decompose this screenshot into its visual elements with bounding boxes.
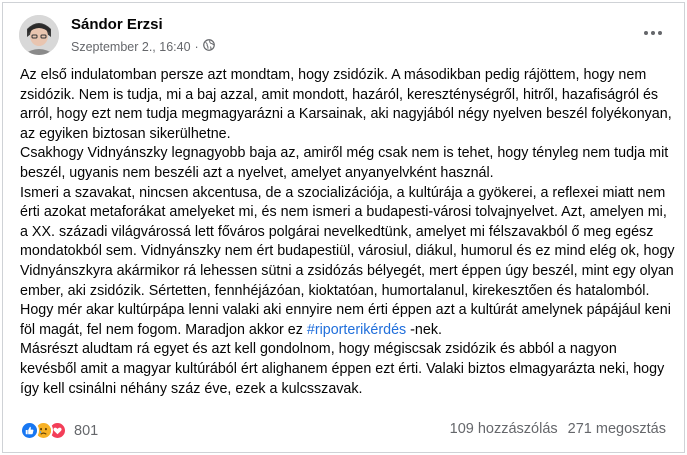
more-options-button[interactable] bbox=[637, 21, 669, 45]
hashtag-link[interactable]: #riporterikérdés bbox=[306, 321, 407, 338]
like-icon bbox=[20, 421, 39, 440]
post-card bbox=[2, 2, 685, 453]
post-paragraph-4: Másrészt aludtam rá egyet és azt kell gondolnom, hogy mégiscsak zsidózik és abból a nagyon kevésből amit a magyar kultúrából ért alighanem éppen ezt érti. Valaki biztos elmagyarázta neki, hogy így kell csinálni néhány száz éve, ezek a kulcsszavak. bbox=[20, 341, 665, 397]
post-paragraph-1: Az első indulatomban persze azt mondtam, hogy zsidózik. A másodikban pedig rájöttem, hogy nem zsidózik. Nem is tudja, mi a baj azzal, amit mondott, hazáról, kereszténységről, hitről, hazafiságról és arról, hogy ezt nem tudja megmagyarázni a Karsainak, aki nagyjából négy nyelven beszél folyékonyan, az egyiken biztosan sikerülhetne. bbox=[20, 67, 672, 142]
post-text bbox=[20, 66, 675, 399]
post-paragraph-3: Ismeri a szavakat, nincsen akcentusa, de a szocializációja, a kultúrája a gyökerei, a reflexei miatt nem érti azokat metaforákat amelyeket mi, és nem ismeri a budapesti-városi tolvajnyelvet. Azt, amelyen mi, a XX. századi világvárossá lett főváros polgárai nevelkedtünk, amelyet mi félszavakból ő meg egész mondatokból sem. Vidnyánszky nem ért budapestiül, városiul, diákul, humorul és ez mind elég ok, hogy Vidnyánszkyra akármikor rá lehessen sütni a zsidózás bélyegét, mert éppen úgy beszél, mint egy olyan ember, aki zsidózik. Sértetten, fennhéjázóan, kioktatóan, humortalanul, kirekesztően és hatalomból. Hogy mér akar kultúrpápa lenni valaki aki ennyire nem érti éppen azt a kultúrát amelynek pápájául keni föl magát, fel nem fogom. Maradjon akkor ez #riporterikérdés -nek. bbox=[20, 184, 675, 338]
post-timestamp[interactable]: Szeptember 2., 16:40 bbox=[71, 39, 191, 54]
more-horizontal-icon bbox=[644, 31, 648, 35]
reactions-summary[interactable] bbox=[20, 421, 98, 440]
post-header bbox=[19, 15, 669, 59]
reaction-count[interactable]: 801 bbox=[74, 422, 99, 439]
post-paragraph-2: Csakhogy Vidnyánszky legnagyobb baja az, amiről még csak nem is tehet, hogy tényleg nem tudja mit beszél, ugyanis nem beszéli azt a nyelvet, amelyet anyanyelvként használ. bbox=[20, 145, 669, 181]
post-footer bbox=[20, 421, 670, 443]
globe-icon[interactable] bbox=[203, 39, 215, 54]
author-name[interactable]: Sándor Erzsi bbox=[71, 16, 163, 33]
comments-count[interactable]: 109 hozzászólás bbox=[449, 421, 558, 437]
shares-count[interactable]: 271 megosztás bbox=[567, 421, 666, 437]
post-stats bbox=[450, 421, 666, 437]
post-meta: Szeptember 2., 16:40 · bbox=[71, 39, 215, 54]
author-avatar[interactable] bbox=[19, 15, 59, 55]
